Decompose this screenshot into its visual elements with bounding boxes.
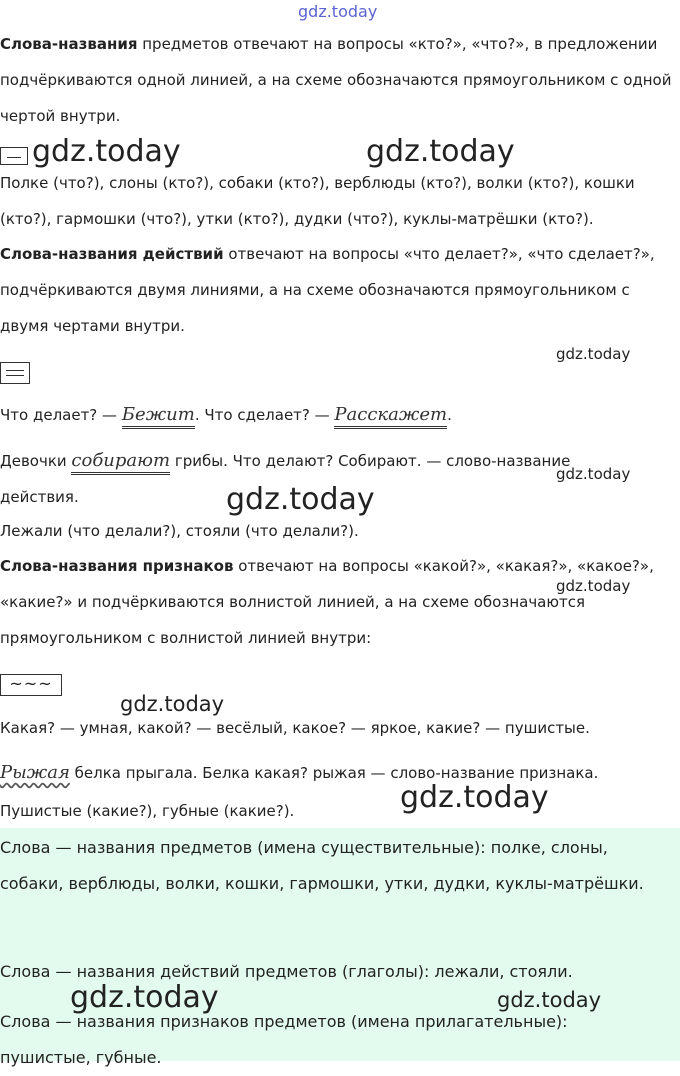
rule-verbs-text: отвечают на вопросы «что делает?», «что сделает?», подчёркиваются двумя линиями, а на схеме обозначаются прямоугольником с двумя чертами внутри. [0, 245, 655, 335]
verbs-example-line [0, 400, 676, 430]
rule-nouns-paragraph [0, 26, 676, 134]
answer-adjectives-values: пушистые, губные. [0, 1048, 162, 1067]
watermark: gdz.today [70, 980, 219, 1015]
answer-verbs: Слова — названия действий предметов (глаголы): лежали, стояли. [0, 962, 573, 981]
squirrel-example [0, 758, 676, 788]
fluffy-line: Пушистые (какие?), губные (какие?). [0, 802, 295, 820]
watermark: gdz.today [497, 988, 602, 1012]
answer-nouns: Слова — названия предметов (имена существительные): полке, слоны, собаки, верблюды, волки, кошки, гармошки, утки, дудки, куклы-матрёшки. [0, 838, 644, 893]
watermark: gdz.today [556, 577, 631, 595]
scheme-two-lines [0, 362, 30, 384]
watermark: gdz.today [556, 345, 631, 363]
rule-verbs-term: Слова-названия действий [0, 245, 224, 263]
period: . [447, 406, 452, 424]
question-will-do: . Что сделает? — [194, 406, 335, 424]
lay-stand-line: Лежали (что делали?), стояли (что делали?). [0, 522, 359, 540]
squirrel-rest: белка прыгала. Белка какая? рыжая — слово-название признака. [69, 764, 599, 782]
watermark-top: gdz.today [298, 2, 378, 21]
watermark: gdz.today [32, 134, 181, 169]
watermark: gdz.today [556, 465, 631, 483]
adjective-red: Рыжая [0, 762, 70, 783]
rule-nouns-term: Слова-названия [0, 35, 138, 53]
verb-will-tell: Расскажет [334, 404, 447, 429]
watermark: gdz.today [366, 134, 515, 169]
watermark: gdz.today [120, 692, 225, 716]
rule-adjectives-term: Слова-названия признаков [0, 557, 234, 575]
adjectives-examples: Какая? — умная, какой? — весёлый, какое? — яркое, какие? — пушистые. [0, 719, 590, 737]
rule-adjectives-paragraph [0, 548, 676, 656]
verb-collect: собирают [71, 450, 170, 475]
rule-verbs-paragraph [0, 236, 676, 344]
watermark: gdz.today [226, 482, 375, 517]
scheme-one-line [0, 147, 28, 165]
wavy-line-glyph: ~~~ [9, 674, 53, 693]
rule-nouns-text: предметов отвечают на вопросы «кто?», «что?», в предложении подчёркиваются одной линией, а на схеме обозначаются прямоугольником с одной чертой внутри. [0, 35, 672, 125]
rule-adjectives-text: отвечают на вопросы «какой?», «какая?», «какое?», «какие?» и подчёркиваются волнистой линией, а на схеме обозначаются прямоугольником с волнистой линией внутри: [0, 557, 654, 647]
girls-rest: грибы. Что делают? Собирают. — слово-название действия. [0, 452, 571, 506]
verb-runs: Бежит [122, 404, 195, 429]
watermark: gdz.today [400, 780, 549, 815]
question-does: Что делает? — [0, 406, 122, 424]
nouns-examples: Полке (что?), слоны (кто?), собаки (кто?), верблюды (кто?), волки (кто?), кошки (кто?), гармошки (что?), утки (кто?), дудки (что?), куклы-матрёшки (кто?). [0, 174, 635, 228]
scheme-wavy-line [0, 674, 62, 696]
answer-adjectives-label: Слова — названия признаков предметов (имена прилагательные): [0, 1012, 568, 1031]
girls-start: Девочки [0, 452, 72, 470]
